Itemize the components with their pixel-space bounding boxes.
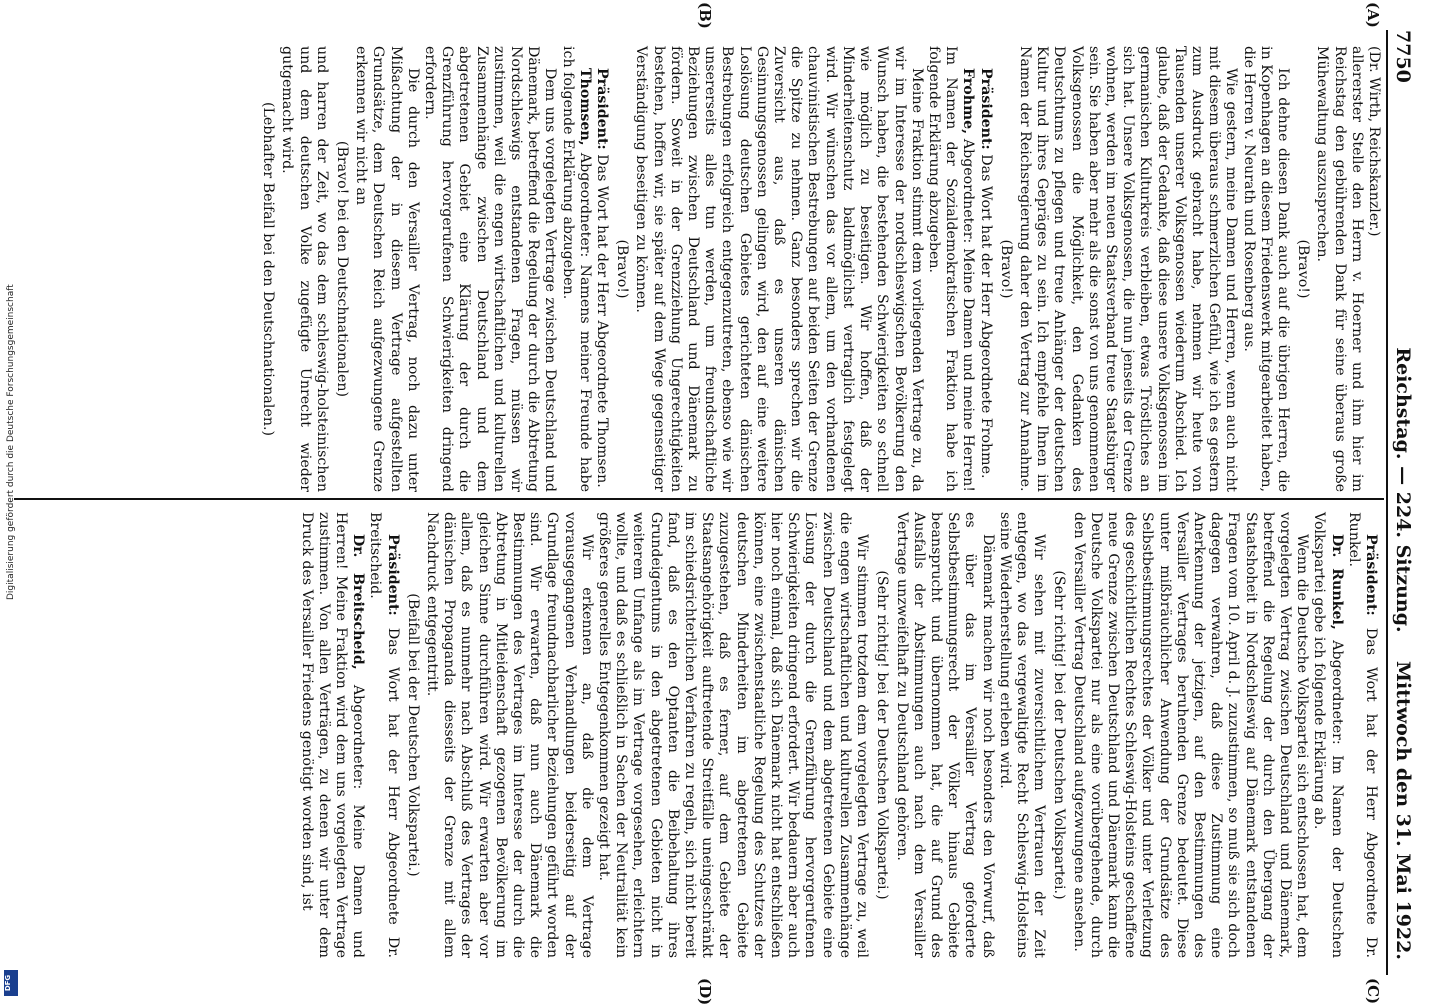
margin-mark-a: (A) <box>1364 2 1382 28</box>
page-date: Mittwoch den 31. Mai 1922. <box>1392 661 1414 960</box>
dfg-logo-text: DFG <box>4 974 13 992</box>
paragraph: Frohme, Abgeordneter: Meine Damen und meine Herren! Im Namen der Sozialdemokratischen Fraktion habe ich folgende Erklärung abzugeben. <box>925 46 977 492</box>
paragraph: Meine Fraktion stimmt dem vorliegenden Vertrage zu, da wir im Interesse der nordschleswigschen Bevölkerung den Wunsch haben, die bestehenden Schwierigkeiten so schnell wie möglich zu beseitigen. Wir hoffen, daß der Minderheitenschutz baldmöglichst vertraglich festgelegt wird. Wir wünschen das vor allem, um den vorhandenen chauvinistischen Bestrebungen auf beiden Seiten der Grenze die Spitze zu nehmen. Ganz besonders sprechen wir die Zuversicht aus, daß es unseren dänischen Gesinnungsgenossen gelingen wird, den auf eine weitere Loslösung deutschen Gebietes gerichteten dänischen Bestrebungen erfolgreich entgegenzutreten, ebenso wie wir unsererseits alles tun werden, um freundschaftliche Beziehungen zwischen Deutschland und Dänemark zu fördern. Soweit in der Grenzziehung Ungerechtigkeiten bestehen, hoffen wir, sie später auf dem Wege gegenseitiger Verständigung beseitigen zu können. <box>633 46 925 492</box>
paragraph: und harren der Zeit, wo das dem schleswig-holsteinischen und dem deutschen Volke zugefügte Unrecht wieder gutgemacht wird. <box>279 46 330 492</box>
speaker-name: Frohme, <box>960 68 977 135</box>
speaker-announcement: Präsident: Das Wort hat der Herr Abgeordnete Dr. Runkel. <box>1345 512 1379 958</box>
page-number: 7750 <box>1392 30 1414 83</box>
speaker-name: Präsident: <box>594 68 611 150</box>
paragraph: Wir stimmen trotzdem dem vorgelegten Vertrage zu, weil die engen wirtschaftlichen und kulturellen Zusammenhänge zwischen Deutschland und dem abgetretenen Gebiete eine Lösung der durch die Grenzführung hervorgerufenen Schwierigkeiten dringend erfordert. Wir bedauern aber auch hier noch einmal, daß sich Dänemark nicht hat entschließen können, eine zwischenstaatliche Regelung des Schutzes der deutschen Minderheiten im abgetretenen Gebiete zuzugestehen, daß es ferner, auf dem Gebiete der Staatsangehörigkeit auftretende Streitfälle uneingeschränkt im schiedsrichterlichen Verfahren zu regeln, sich nicht bereit fand, daß es den Optanten die Beibehaltung ihres Grundeigentums in den abgetretenen Gebieten nicht in weiterem Umfange als im Vertrage vorgesehen, erleichtern wollte, und daß es schließlich in Sachen der Neutralität kein größeres generelles Entgegenkommen gezeigt hat. <box>596 512 871 958</box>
speaker-announcement: Präsident: Das Wort hat der Herr Abgeordnete Thomsen. <box>594 68 611 488</box>
speaker-announcement: Präsident: Das Wort hat der Herr Abgeordnete Dr. Breitscheid. <box>367 512 401 958</box>
paragraph: Dr. Breitscheid, Abgeordneter: Meine Damen und Herren! Meine Fraktion wird dem uns vorgelegten Vertrage zustimmen. Von allen Verträgen, zu denen wir unter dem Druck des Versailler Friedens genötigt worden sind, ist <box>298 512 367 958</box>
paragraph: Thomsen, Abgeordneter: Namens meiner Freunde habe ich folgende Erklärung abzugeben. <box>559 46 593 492</box>
interjection: (Lebhafter Beifall bei den Deutschnationalen.) <box>260 101 277 437</box>
speaker-name: Dr. Breitscheid, <box>350 534 367 670</box>
interjection: (Bravo! bei den Deutschnationalen) <box>334 140 351 398</box>
interjection: (Sehr richtig! bei der Deutschen Volkspartei.) <box>874 570 891 900</box>
paragraph: (Dr. Wirth, Reichskanzler.) <box>1366 46 1382 237</box>
page-title: Reichstag. — 224. Sitzung. <box>1392 347 1414 633</box>
speaker-name: Präsident: <box>384 534 401 616</box>
margin-mark-d: (D) <box>696 978 714 1005</box>
paragraph: allererster Stelle den Herrn v. Hoerner und ihm hier im Reichstag den gebührenden Dank für seine überaus große Mühewaltung auszusprechen. <box>1314 46 1365 492</box>
paragraph: Wir sehen mit zuversichtlichem Vertrauen der Zeit entgegen, wo das vergewaltigte Recht Schleswig-Holsteins seine Wiederherstellung erleben wird. <box>996 512 1048 958</box>
margin-mark-b: (B) <box>696 2 714 29</box>
interjection: (Sehr richtig! bei der Deutschen Volkspartei.) <box>1051 570 1068 900</box>
paragraph: Wir erkennen an, daß die dem Vertrage vorausgegangenen Verhandlungen beiderseitig auf der Grundlage freundnachbarlicher Beziehungen geführt worden sind. Wir erwarten, daß nun auch Dänemark die Bestimmungen des Vertrages im Interesse der durch die Abtretung in Mitleidenschaft gezogenen Bevölkerung im gleichen Sinne durchführen wird. Wir erwarten aber vor allem, daß es nunmehr nach Abschluß des Vertrages der dänischen Propaganda diesseits der Grenze mit allem Nachdruck entgegentritt. <box>424 512 595 958</box>
speaker-announcement: Präsident: Das Wort hat der Herr Abgeordnete Frohme. <box>977 68 994 479</box>
paragraph: Dr. Runkel, Abgeordneter: Im Namen der Deutschen Volkspartei gebe ich folgende Erklärung ab. <box>1311 512 1345 958</box>
paragraph: Dem uns vorgelegten Vertrage zwischen Deutschland und Dänemark, betreffend die Regelung der durch die Abtretung Nordschleswigs entstandenen Fragen, müssen wir zustimmen, weil die engen wirtschaftlichen und kulturellen Zusammenhänge zwischen Deutschland und dem abgetretenen Gebiet eine Klärung der durch die Grenzführung hervorgerufenen Schwierigkeiten dringend erfordern. <box>422 46 559 492</box>
paragraph: Wenn die Deutsche Volkspartei sich entschlossen hat, dem vorgelegten Vertrag zwischen Deutschland und Dänemark, betreffend die Regelung der durch den Übergang der Staatshoheit in Nordschleswig auf Dänemark entstandenen Fragen vom 10. April d. J. zuzustimmen, so muß sie sich doch dagegen verwahren, daß diese Zustimmung eine Anerkennung der jetzigen, auf den Bestimmungen des Versailler Vertrages beruhenden Grenze bedeutet. Diese unter mißbräuchlicher Anwendung der Grundsätze des Selbstbestimmungsrechtes der Völker und unter Verletzung des geschichtlichen Rechtes Schleswig-Holsteins geschaffene neue Grenze zwischen Deutschland und Dänemark kann die Deutsche Volkspartei nur als eine vorübergehende, durch den Versailler Vertrag Deutschland aufgezwungene ansehen. <box>1070 512 1311 958</box>
interjection: (Bravo!) <box>1295 239 1312 299</box>
speaker-name: Präsident: <box>977 68 994 150</box>
interjection: (Bravo!) <box>997 239 1014 299</box>
interjection: (Beifall bei der Deutschen Volkspartei.) <box>404 593 421 877</box>
speaker-name: Dr. Runkel, <box>1328 534 1345 630</box>
dfg-logo <box>4 970 18 996</box>
paragraph: Wie gestern, meine Damen und Herren, wenn auch nicht mit diesem überaus schmerzlichen Gefühl, wie ich es gestern zum Ausdruck gebracht habe, nehmen wir heute von Tausenden unserer Volksgenossen wiederum Abschied. Ich glaube, daß der Gedanke, daß diese unsere Volksgenossen im germanischen Kulturkreis verbleiben, etwas Tröstliches an sich hat. Unsere Volksgenossen, die nun jenseits der Grenze wohnen, werden im neuen Staatsverband treue Staatsbürger sein. Sie haben aber mehr als die sonst von uns genommenen Volksgenossen die Möglichkeit, den Gedanken des Deutschtums zu pflegen und treue Anhänger der deutschen Kultur und ihres Gepräges zu sein. Ich empfehle Ihnen im Namen der Reichsregierung daher den Vertrag zur Annahme. <box>1016 46 1240 492</box>
paragraph: Dänemark machen wir noch besonders den Vorwurf, daß es über das im Versailler Vertrag geforderte Selbstbestimmungsrecht der Völker hinaus Gebiete beansprucht und übernommen hat, die auf Grund des Ausfalls der Abstimmungen auch nach dem Versailler Vertrage unzweifelhaft zu Deutschland gehören. <box>893 512 996 958</box>
speaker-name: Thomsen, <box>576 68 593 146</box>
header-rule <box>1386 30 1388 975</box>
left-text-column <box>256 46 1382 492</box>
speaker-name: Präsident: <box>1363 534 1379 616</box>
paragraph: Die durch den Versailler Vertrag, noch dazu unter Mißachtung der in diesem Vertrage aufgestellten Grundsätze, dem Deutschen Reich aufgezwungene Grenze erkennen wir nicht an <box>353 46 421 492</box>
margin-mark-c: (C) <box>1364 978 1382 1005</box>
interjection: (Bravo!) <box>614 239 631 299</box>
paragraph: Ich dehne diesen Dank auch auf die übrigen Herren, die in Kopenhagen an diesem Friedenswerk mitgearbeitet haben, die Herren v. Neurath und Rosenberg aus. <box>1240 46 1291 492</box>
right-text-column <box>297 512 1382 958</box>
column-divider <box>14 498 1384 500</box>
digitization-credit: Digitalisierung gefördert durch die Deutsche Forschungsgemeinschaft <box>6 284 16 600</box>
